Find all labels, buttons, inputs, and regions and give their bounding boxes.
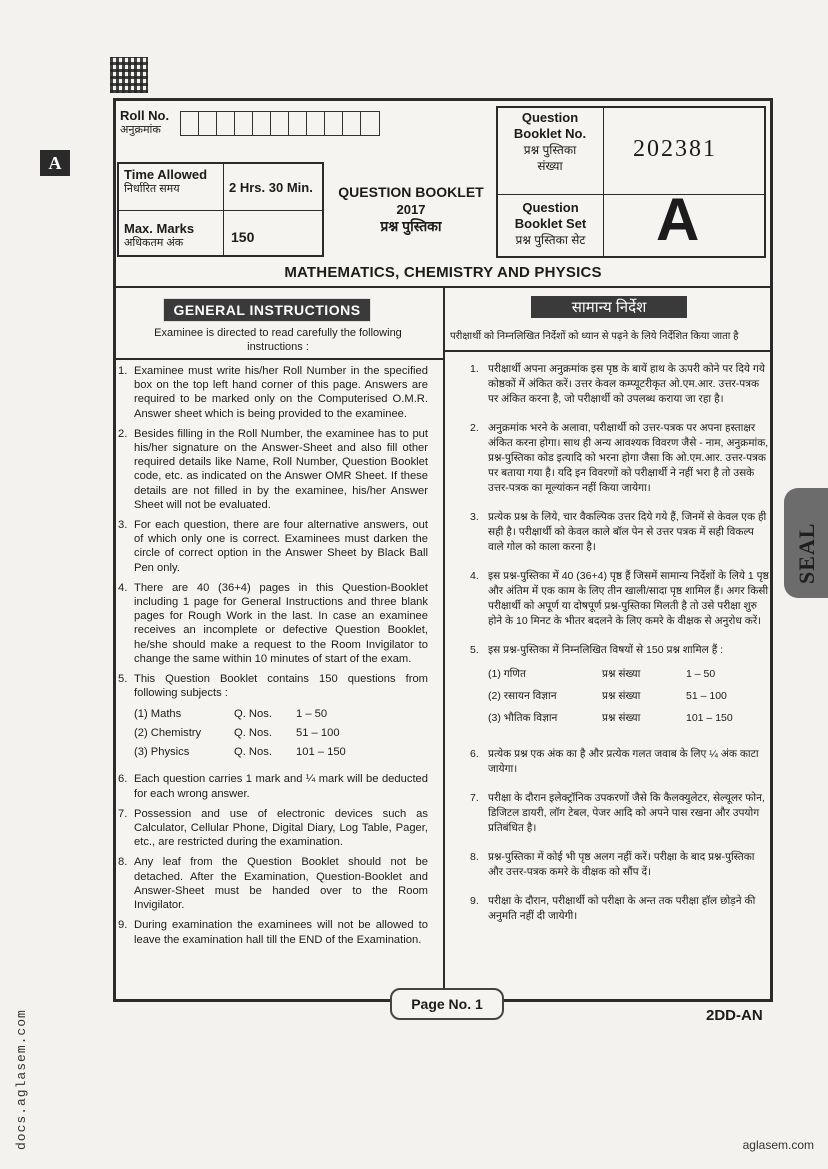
booklet-set-label: Question Booklet Set प्रश्न पुस्तिका सेट xyxy=(514,200,587,247)
table-row: (3) भौतिक विज्ञान प्रश्न संख्या 101 – 150 xyxy=(488,712,733,724)
hi-item-5: 5. इस प्रश्न-पुस्तिका में निम्नलिखित विषयों से 150 प्रश्न शामिल हैं : (1) गणित प्रश्न संख्या 1 – 50 (2) रसायन विज्ञान प्रश्न संख्या 51 – 100 (3) भौतिक विज्ञान प्रश्न संख्या 101 – 150 xyxy=(470,643,770,733)
seal-tab xyxy=(784,488,828,598)
roll-number-digit-box[interactable] xyxy=(325,112,343,135)
roll-number-digit-box[interactable] xyxy=(289,112,307,135)
intro-rule-hi xyxy=(445,350,771,352)
en-item-4: 4. There are 40 (36+4) pages in this Question-Booklet including 1 page for General Instructions and three blank pages for Rough Work in the last. In case an examinee receives an incomplete or defective Question Booklet, he/she should make a request to the Room Invigilator to change the same within 10 minutes of start of the exam. xyxy=(118,581,428,665)
hindi-instructions xyxy=(470,362,770,938)
time-marks-table xyxy=(117,162,324,257)
en-item-2: 2. Besides filling in the Roll Number, the examinee has to put his/her signature on the Answer-Sheet and also fill other required details like Name, Roll Number, Question Booklet code, etc. as indicated on the Answer OMR Sheet. If these details are not filled in by the examinee, his/her Answer Sheet will not be evaluated. xyxy=(118,427,428,511)
roll-number-digit-box[interactable] xyxy=(253,112,271,135)
en-item-5: 5. This Question Booklet contains 150 questions from following subjects : (1) Maths Q. Nos. 1 – 50 (2) Chemistry Q. Nos. 51 – 100 (3) Physics Q. Nos. 101 – 150 xyxy=(118,672,428,766)
column-divider xyxy=(443,288,445,998)
time-allowed-label: Time Allowed निर्धारित समय xyxy=(124,167,208,195)
booklet-number: 202381 xyxy=(633,136,717,162)
hi-item-6: 6. प्रत्येक प्रश्न एक अंक का है और प्रत्येक गलत जवाब के लिए ¼ अंक काटा जायेगा। xyxy=(470,748,759,775)
table-row: (3) Physics Q. Nos. 101 – 150 xyxy=(134,746,346,759)
roll-number-digit-box[interactable] xyxy=(217,112,235,135)
en-subject-table xyxy=(134,705,428,762)
booklet-title-hi: प्रश्न पुस्तिका xyxy=(380,218,442,234)
en-item-7: 7. Possession and use of electronic devices such as Calculator, Cellular Phone, Digital Diary, Log Table, Pager, etc., are restricted during the examination. xyxy=(118,807,428,849)
en-item-1: 1. Examinee must write his/her Roll Number in the specified box on the top left hand corner of this page. Answers are required to be marked only on the Computerised O.M.R. Answer sheet which is being provided to the examinee. xyxy=(118,365,428,420)
hi-item-1: 1. परीक्षार्थी अपना अनुक्रमांक इस पृष्ठ के बायें हाथ के ऊपरी कोने पर दिये गये कोष्ठकों में अंकित करें। उत्तर केवल कम्प्यूटरीकृत ओ.एम.आर. उत्तर-पत्रक पर अंकित करना है, जो परीक्षार्थी को उपलब्ध कराया जा रहा है। xyxy=(470,363,765,405)
en-item-9: 9. During examination the examinees will not be allowed to leave the examination hall till the END of the Examination. xyxy=(118,919,428,946)
roll-label-hi: अनुक्रमांक xyxy=(120,124,161,136)
en-item-8: 8. Any leaf from the Question Booklet should not be detached. After the Examination, Question-Booklet and Answer-Sheet must be handed over to the Room Invigilator. xyxy=(118,856,428,912)
hi-subject-table xyxy=(488,663,770,729)
max-marks-label: Max. Marks अधिकतम अंक xyxy=(124,221,195,249)
roll-label-en: Roll No. xyxy=(120,108,170,123)
footer-site: aglasem.com xyxy=(742,1138,814,1152)
intro-hi: परीक्षार्थी को निम्नलिखित निर्देशों को ध्यान से पढ़ने के लिये निर्देशित किया जाता है xyxy=(450,331,739,342)
page-number: Page No. 1 xyxy=(390,988,504,1020)
hi-item-4: 4. इस प्रश्न-पुस्तिका में 40 (36+4) पृष्ठ हैं जिसमें सामान्य निर्देशों के लिये 1 पृष्ठ और अंतिम में एक काम के लिए तीन खाली/सादा पृष्ठ शामिल हैं। अगर किसी परीक्षार्थी को अपूर्ण या दोषपूर्ण प्रश्न-पुस्तिका मिलती है तो उसे परीक्षा शुरु होने के 10 मिनट के भीतर बदलने के लिए कमरे के वीक्षक से अनुरोध करें। xyxy=(470,570,769,627)
roll-number-digit-box[interactable] xyxy=(199,112,217,135)
roll-number-boxes[interactable] xyxy=(180,111,380,136)
qr-code xyxy=(110,57,148,93)
hi-item-8: 8. प्रश्न-पुस्तिका में कोई भी पृष्ठ अलग नहीं करें। परीक्षा के बाद प्रश्न-पुस्तिका और उत्तर-पत्रक कमरे के वीक्षक को सौंप दें। xyxy=(470,851,755,878)
hi-item-3: 3. प्रत्येक प्रश्न के लिये, चार वैकल्पिक उत्तर दिये गये हैं, जिनमें से केवल एक ही सही है। परीक्षार्थी को केवल काले बॉल पेन से उत्तर पत्रक में सही विकल्प वाले गोल को काला करना है। xyxy=(470,511,767,553)
roll-number-digit-box[interactable] xyxy=(307,112,325,135)
roll-number-digit-box[interactable] xyxy=(343,112,361,135)
roll-number-digit-box[interactable] xyxy=(235,112,253,135)
hi-item-2: 2. अनुक्रमांक भरने के अलावा, परीक्षार्थी को उत्तर-पत्रक पर अपना हस्ताक्षर अंकित करना होगा। साथ ही अन्य आवश्यक विवरण जैसे - नाम, अनुक्रमांक, प्रश्न-पुस्तिका कोड इत्यादि को भरना होगा जैसा कि ओ.एम.आर. उत्तर-पत्रक पर बताया गया है। यदि इन विवरणों को परीक्षार्थी ने नहीं भरा है तो उसके उत्तर-पत्रक का मूल्यांकन नहीं किया जायेगा। xyxy=(470,422,769,494)
time-allowed-value: 2 Hrs. 30 Min. xyxy=(229,180,313,195)
roll-number-digit-box[interactable] xyxy=(181,112,199,135)
max-marks-value: 150 xyxy=(231,229,255,245)
hi-item-9: 9. परीक्षा के दौरान, परीक्षार्थी को परीक्षा के अन्त तक परीक्षा हॉल छोड़ने की अनुमति नहीं दी जायेगी। xyxy=(470,895,756,922)
hi-item-7: 7. परीक्षा के दौरान इलेक्ट्रॉनिक उपकरणों जैसे कि कैलक्युलेटर, सेल्यूलर फोन, डिजिटल डायरी, लॉग टेबल, पेजर आदि को अपने पास रखना और उपयोग प्रतिबंधित है। xyxy=(470,792,765,834)
table-row: (2) रसायन विज्ञान प्रश्न संख्या 51 – 100 xyxy=(488,690,727,702)
watermark: docs.aglasem.com xyxy=(14,1009,29,1150)
table-row: (1) Maths Q. Nos. 1 – 50 xyxy=(134,708,328,721)
intro-rule-en xyxy=(115,358,445,360)
booklet-set-value: A xyxy=(656,186,700,253)
seal-label: SEAL xyxy=(794,522,819,584)
en-item-6: 6. Each question carries 1 mark and ¼ mark will be deducted for each wrong answer. xyxy=(118,773,428,800)
roll-number-digit-box[interactable] xyxy=(361,112,379,135)
table-row: (1) गणित प्रश्न संख्या 1 – 50 xyxy=(488,668,716,680)
hindi-instructions-heading: सामान्य निर्देश xyxy=(531,296,687,318)
general-instructions-heading: GENERAL INSTRUCTIONS xyxy=(163,298,371,322)
booklet-year: 2017 xyxy=(396,202,426,217)
question-booklet-box xyxy=(496,106,766,258)
paper-code: 2DD-AN xyxy=(706,1007,763,1024)
roll-number-digit-box[interactable] xyxy=(271,112,289,135)
english-instructions xyxy=(118,364,428,953)
booklet-title xyxy=(326,184,496,235)
intro-en: Examinee is directed to read carefully the following instructions : xyxy=(154,327,402,353)
booklet-no-label: Question Booklet No. प्रश्न पुस्तिका संख्या xyxy=(513,110,587,173)
en-item-3: 3. For each question, there are four alternative answers, out of which only one is correct. Examinees must darken the circle of correct option in the Answer Sheet by Black Ball Pen only. xyxy=(118,519,428,574)
roll-number-label xyxy=(120,108,169,138)
subject-title: MATHEMATICS, CHEMISTRY AND PHYSICS xyxy=(284,264,602,281)
table-row: (2) Chemistry Q. Nos. 51 – 100 xyxy=(134,727,340,740)
booklet-title-en: QUESTION BOOKLET xyxy=(338,184,484,200)
booklet-set-tag: A xyxy=(40,150,70,176)
